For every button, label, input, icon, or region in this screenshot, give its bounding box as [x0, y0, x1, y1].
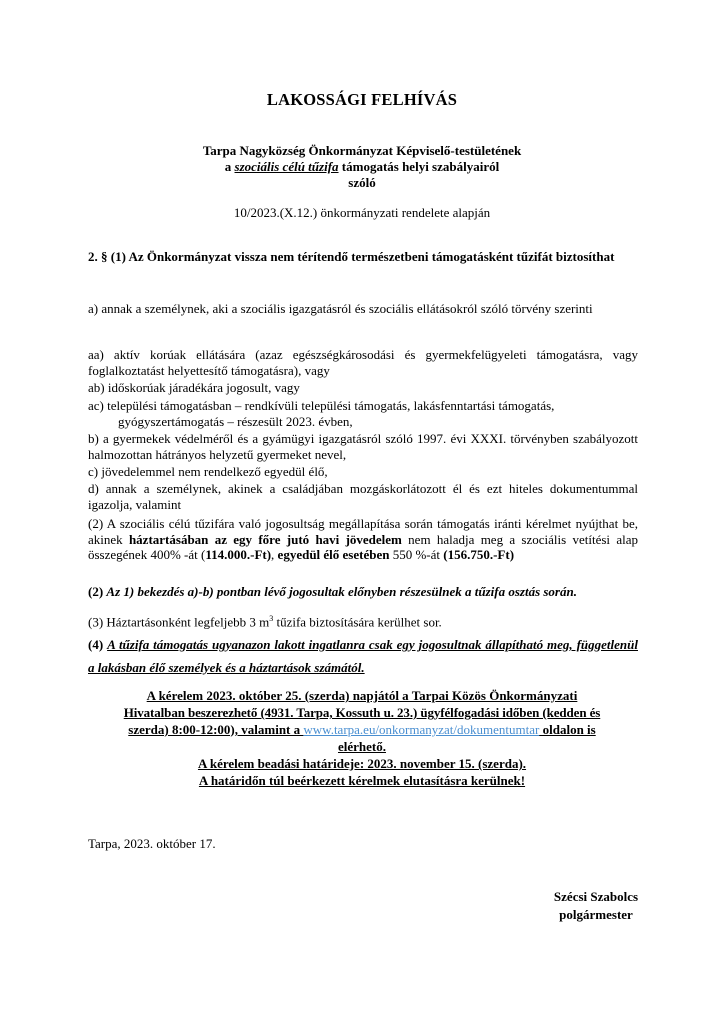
- decree-reference: 10/2023.(X.12.) önkormányzati rendelete alapján: [233, 205, 491, 220]
- notice-line-2: Hivatalban beszerezhető (4931. Tarpa, Kossuth u. 23.) ügyfélfogadási időben (kedden és: [123, 705, 601, 720]
- point-d: d) annak a személynek, akinek a családjában mozgáskorlátozott él és ezt hiteles dokumentummal igazolja, valamint: [88, 481, 638, 512]
- page-title: LAKOSSÁGI FELHÍVÁS: [266, 90, 458, 109]
- paragraph-4: (4) A tűzifa támogatás ugyanazon lakott ingatlanra csak egy jogosultnak állapítható meg, függetlenül a lakásban élő személyek és a háztartások számától.: [88, 637, 638, 675]
- regulation-heading: [0, 143, 724, 191]
- notice-line-3: szerda) 8:00-12:00), valamint a www.tarpa.eu/onkormanyzat/dokumentumtar oldalon is: [128, 722, 596, 737]
- signatory-role: polgármester: [559, 907, 633, 922]
- signature-block: [516, 888, 676, 924]
- point-ab: ab) időskorúak járadékára jogosult, vagy: [88, 380, 300, 395]
- document-store-link[interactable]: www.tarpa.eu/onkormanyzat/dokumentumtar: [303, 722, 540, 737]
- notice-line-1: A kérelem 2023. október 25. (szerda) napjától a Tarpai Közös Önkormányzati: [146, 688, 578, 703]
- paragraph-3: (3) Háztartásonként legfeljebb 3 $m^3$ tűzifa biztosítására kerülhet sor.: [88, 614, 442, 630]
- point-ac: ac) települési támogatásban – rendkívüli települési támogatás, lakásfenntartási támogatás,: [88, 398, 555, 413]
- paragraph-2-priority: (2) Az 1) bekezdés a)-b) pontban lévő jogosultak előnyben részesülnek a tűzifa osztás során.: [88, 584, 577, 599]
- heading-line-2: a szociális célú tűzifa támogatás helyi szabályairól: [224, 159, 500, 174]
- point-aa: aa) aktív korúak ellátására (azaz egészségkárosodási és gyermekfelügyeleti támogatásra, vagy foglalkoztatást helyettesítő támogatásra), vagy: [88, 347, 638, 378]
- point-b: b) a gyermekek védelméről és a gyámügyi igazgatásról szóló 1997. évi XXXI. törvényben szabályozott halmozottan hátrányos helyzetű gyermeket nevel,: [88, 431, 638, 462]
- signatory-name: Szécsi Szabolcs: [553, 889, 639, 904]
- paragraph-2: (2) A szociális célú tűzifára való jogosultság megállapítása során támogatás iránti kérelmet nyújthat be, akinek háztartásában az egy főre jutó havi jövedelem nem haladja meg a szociális vetítési alap összegének 400% -át (114.000.-Ft), egyedül élő esetében 550 %-át (156.750.-Ft): [88, 516, 638, 562]
- notice-line-4: elérhető.: [337, 739, 386, 754]
- section-2-heading: 2. § (1) Az Önkormányzat vissza nem térítendő természetbeni támogatásként tűzifát biztosíthat: [88, 249, 615, 264]
- point-ac-continued: gyógyszertámogatás – részesült 2023. évben,: [118, 414, 353, 429]
- point-a: a) annak a személynek, aki a szociális igazgatásról és szociális ellátásokról szóló törvény szerinti: [88, 301, 593, 316]
- heading-line-1: Tarpa Nagyközség Önkormányzat Képviselő-testületének: [202, 143, 522, 158]
- deadline-line: A kérelem beadási határideje: 2023. november 15. (szerda).: [197, 756, 527, 771]
- notice-block: [88, 687, 636, 789]
- rejection-line: A határidőn túl beérkezett kérelmek elutasításra kerülnek!: [198, 773, 526, 788]
- heading-line-3: szóló: [348, 175, 376, 190]
- point-c: c) jövedelemmel nem rendelkező egyedül élő,: [88, 464, 328, 479]
- place-and-date: Tarpa, 2023. október 17.: [88, 836, 216, 851]
